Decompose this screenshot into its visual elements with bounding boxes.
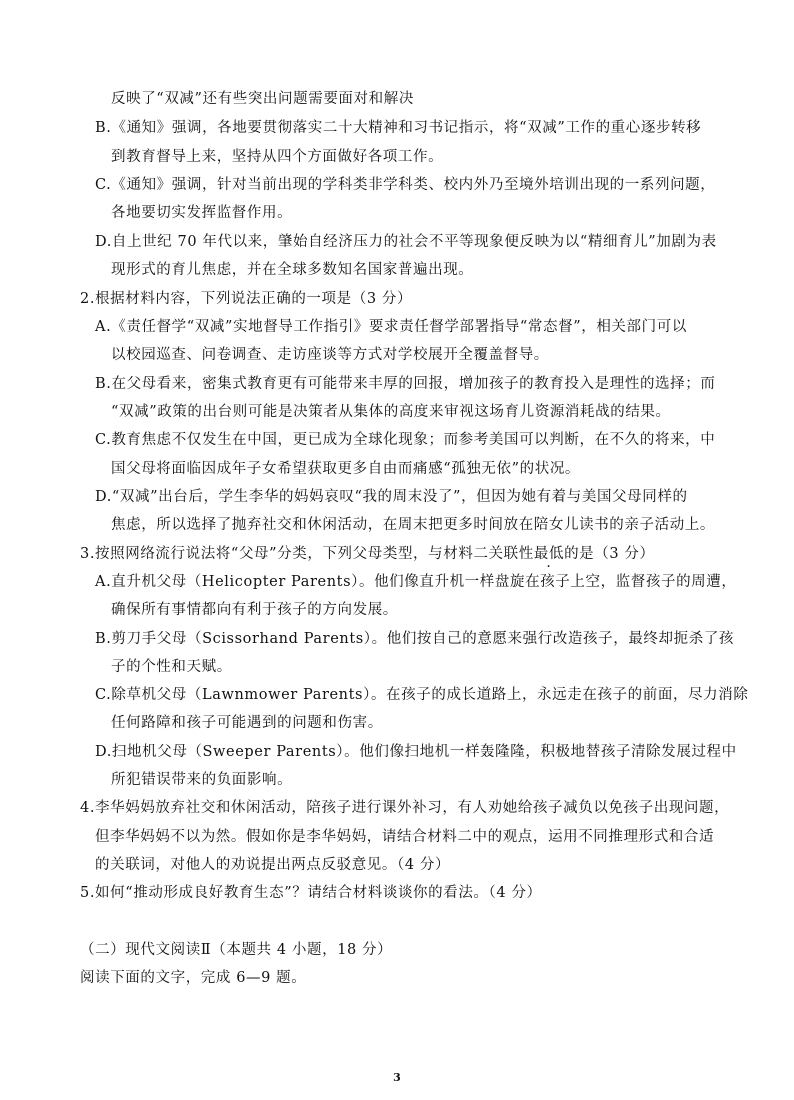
q2-option-b-line1: B.在父母看来，密集式教育更有可能带来丰厚的回报，增加孩子的教育投入是理性的选择；而 (95, 376, 716, 392)
section2-title: （二）现代文阅读Ⅱ（本题共 4 小题，18 分） (80, 942, 393, 958)
q2-option-d-line2: 焦虑，所以选择了抛弃社交和休闲活动，在周末把更多时间放在陪女儿读书的亲子活动上。 (111, 517, 715, 533)
q4-line1: 4.李华妈妈放弃社交和休闲活动，陪孩子进行课外补习，有人劝她给孩子减负以免孩子出现问题， (80, 800, 730, 816)
q3-option-a-line1: A.直升机父母（Helicopter Parents）。他们像直升机一样盘旋在孩子上空，监督孩子的周遭， (95, 574, 737, 590)
q1-option-d-line2: 现形式的育儿焦虑，并在全球多数知名国家普遍出现。 (111, 262, 474, 278)
q2-option-a-line1: A.《责任督学“双减”实地督导工作指引》要求责任督学部署指导“常态督”，相关部门可以 (95, 319, 687, 335)
q3-stem (80, 544, 655, 564)
q1-option-c-line2: 各地要切实发挥监督作用。 (111, 205, 293, 221)
q2-option-c-line1: C.教育焦虑不仅发生在中国，更已成为全球化现象；而参考美国可以判断，在不久的将来，中 (95, 432, 716, 448)
q2-option-c-line2: 国父母将面临因成年子女希望获取更多自由而痛感“孤独无依”的状况。 (111, 461, 581, 477)
q3-option-d-line2: 所犯错误带来的负面影响。 (111, 772, 293, 788)
q1-option-b-line2: 到教育督导上来，坚持从四个方面做好各项工作。 (111, 149, 444, 165)
q4-line3: 的关联词，对他人的劝说提出两点反驳意见。（4 分） (95, 857, 451, 873)
page-number: 3 (393, 1071, 401, 1084)
q5-stem: 5.如何“推动形成良好教育生态”？请结合材料谈谈你的看法。（4 分） (80, 885, 542, 901)
q3-option-a-line2: 确保所有事情都向有利于孩子的方向发展。 (111, 602, 398, 618)
q3-option-c-line2: 任何路障和孩子可能遇到的问题和伤害。 (111, 715, 383, 731)
q3-option-c-line1: C.除草机父母（Lawnmower Parents）。在孩子的成长道路上，永远走在孩子的前面，尽力消除 (95, 687, 749, 703)
q2-option-b-line2: “双减”政策的出台则可能是决策者从集体的高度来审视这场育儿资源消耗战的结果。 (111, 404, 671, 420)
q3-stem-suffix: 的是（3 分） (564, 546, 655, 562)
q2-stem: 2.根据材料内容，下列说法正确的一项是（3 分） (80, 291, 413, 307)
q3-option-b-line2: 子的个性和天赋。 (111, 659, 232, 675)
q1-option-b-line1: B.《通知》强调，各地要贯彻落实二十大精神和习书记指示，将“双减”工作的重心逐步转移 (95, 120, 702, 136)
q1-option-d-line1: D.自上世纪 70 年代以来，肇始自经济压力的社会不平等现象便反映为以“精细育儿”加剧为表 (95, 234, 717, 250)
q2-option-d-line1: D.“双减”出台后，学生李华的妈妈哀叹“我的周末没了”，但因为她有着与美国父母同样的 (95, 489, 688, 505)
q3-stem-emphasis: 最低 (533, 546, 565, 562)
q1-option-a-continuation: 反映了“双减”还有些突出问题需要面对和解决 (111, 91, 414, 107)
q2-option-a-line2: 以校园巡查、问卷调查、走访座谈等方式对学校展开全覆盖督导。 (111, 347, 549, 363)
q3-option-b-line1: B.剪刀手父母（Scissorhand Parents）。他们按自己的意愿来强行改造孩子，最终却扼杀了孩 (95, 631, 735, 647)
q4-line2: 但李华妈妈不以为然。假如你是李华妈妈，请结合材料二中的观点，运用不同推理形式和合适 (95, 829, 715, 845)
section2-instruction: 阅读下面的文字，完成 6—9 题。 (80, 970, 307, 986)
q3-option-d-line1: D.扫地机父母（Sweeper Parents）。他们像扫地机一样轰隆隆，积极地替孩子清除发展过程中 (95, 744, 737, 760)
q3-stem-prefix: 3.按照网络流行说法将“父母”分类，下列父母类型，与材料二关联性 (80, 546, 534, 562)
q1-option-c-line1: C.《通知》强调，针对当前出现的学科类非学科类、校内外乃至境外培训出现的一系列问题， (95, 177, 716, 193)
